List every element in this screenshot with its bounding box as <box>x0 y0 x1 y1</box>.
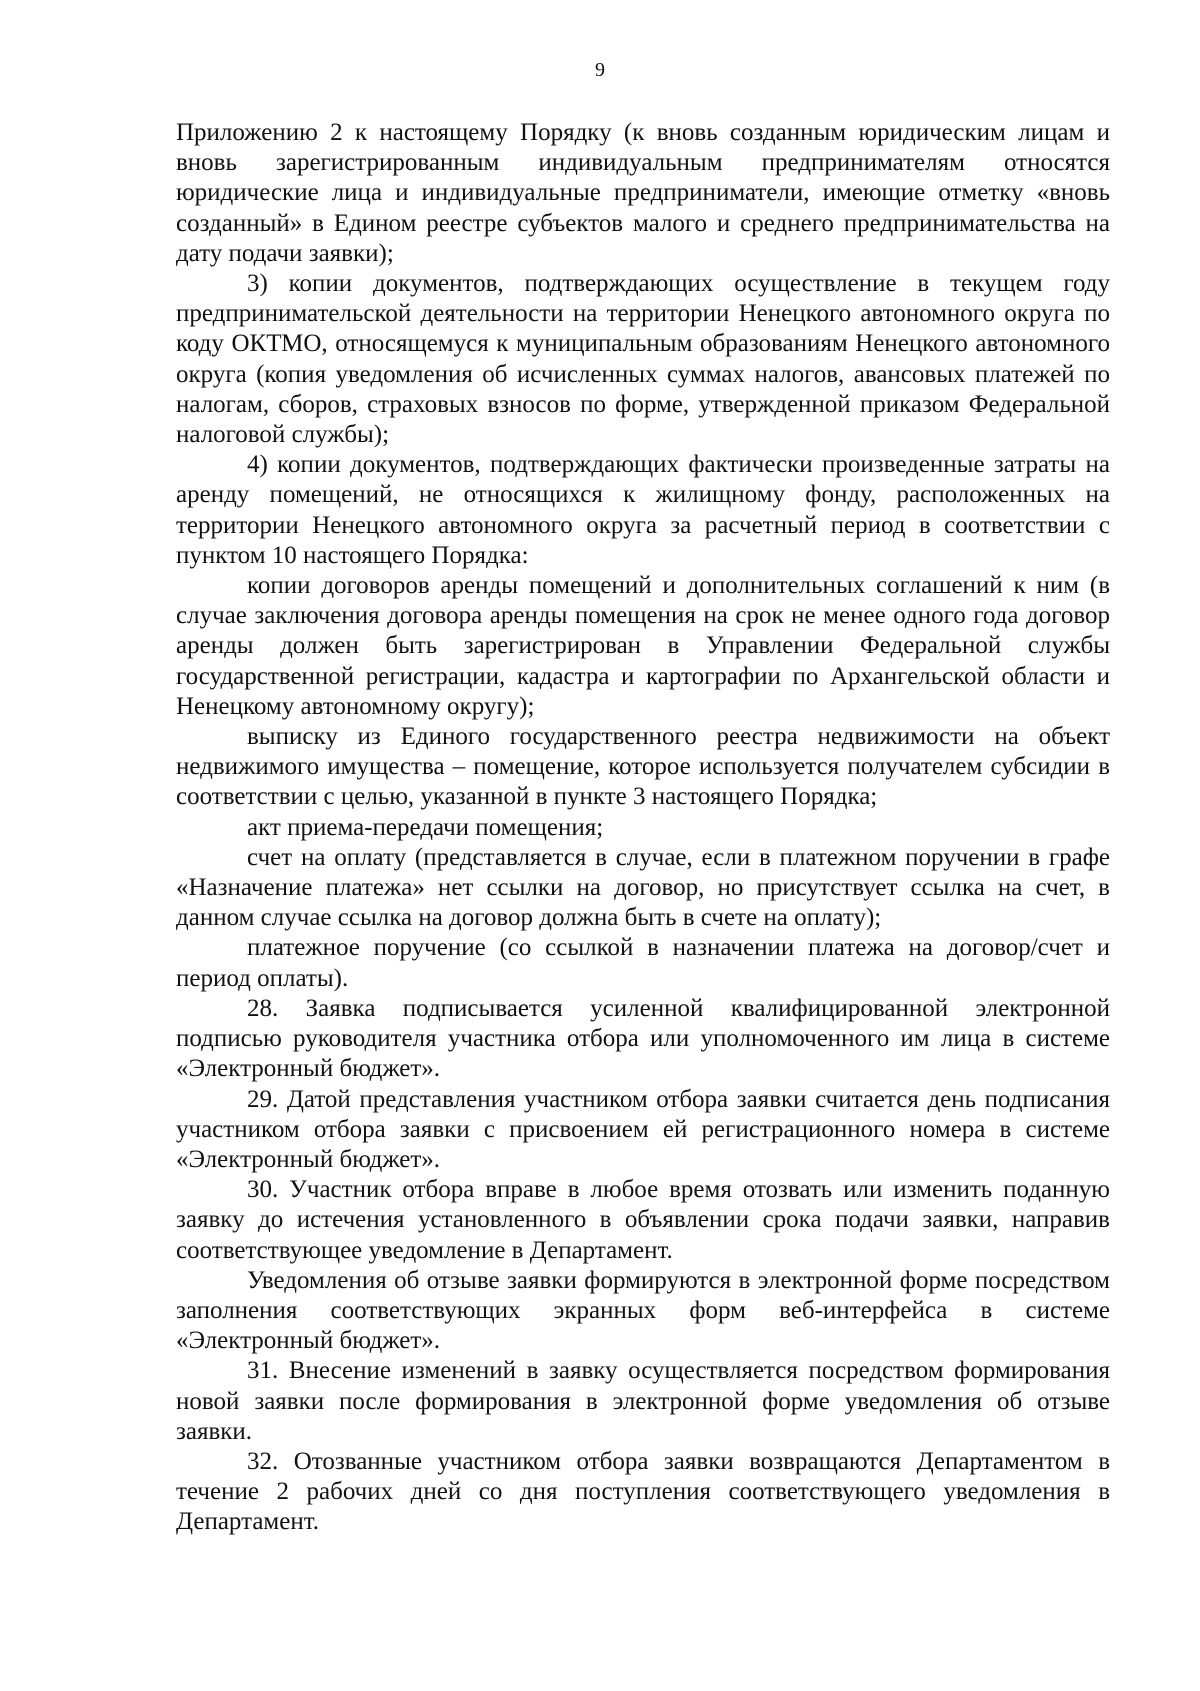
paragraph: 30. Участник отбора вправе в любое время отозвать или изменить поданную заявку до истечения установленного в объявлении срока подачи заявки, направив соответствующее уведомление в Департамент. <box>176 1176 1110 1264</box>
paragraph: Приложению 2 к настоящему Порядку (к вновь созданным юридическим лицам и вновь зарегистрированным индивидуальным предпринимателям относятся юридические лица и индивидуальные предприниматели, имеющие отметку «вновь созданный» в Едином реестре субъектов малого и среднего предпринимательства на дату подачи заявки); <box>176 119 1110 267</box>
paragraph: акт приема-передачи помещения; <box>247 813 604 841</box>
paragraph: 28. Заявка подписывается усиленной квалифицированной электронной подписью руководителя участника отбора или уполномоченного им лица в системе «Электронный бюджет». <box>176 994 1110 1083</box>
page-number: 9 <box>595 59 605 81</box>
paragraph: 31. Внесение изменений в заявку осуществляется посредством формирования новой заявки после формирования в электронной форме уведомления об отзыве заявки. <box>176 1357 1110 1445</box>
paragraph: 32. Отозванные участником отбора заявки возвращаются Департаментом в течение 2 рабочих дней со дня поступления соответствующего уведомления в Департамент. <box>176 1447 1110 1536</box>
paragraph: платежное поручение (со ссылкой в назначении платежа на договор/счет и период оплаты). <box>176 934 1110 992</box>
paragraph: выписку из Единого государственного реестра недвижимости на объект недвижимого имущества – помещение, которое используется получателем субсидии в соответствии с целью, указанной в пункте 3 настоящего Порядка; <box>176 723 1110 811</box>
paragraph: Уведомления об отзыве заявки формируются в электронной форме посредством заполнения соответствующих экранных форм веб-интерфейса в системе «Электронный бюджет». <box>176 1266 1110 1355</box>
paragraph: счет на оплату (представляется в случае, если в платежном поручении в графе «Назначение платежа» нет ссылки на договор, но присутствует ссылка на счет, в данном случае ссылка на договор должна быть в счете на оплату); <box>176 843 1110 932</box>
paragraph: копии договоров аренды помещений и дополнительных соглашений к ним (в случае заключения договора аренды помещения на срок не менее одного года договор аренды должен быть зарегистрирован в Управлении Федеральной службы государственной регистрации, кадастра и картографии по Архангельской области и Ненецкому автономному округу); <box>176 572 1110 720</box>
paragraph: 4) копии документов, подтверждающих фактически произведенные затраты на аренду помещений, не относящихся к жилищному фонду, расположенных на территории Ненецкого автономного округа за расчетный период в соответствии с пунктом 10 настоящего Порядка: <box>176 451 1110 569</box>
paragraph: 3) копии документов, подтверждающих осуществление в текущем году предпринимательской деятельности на территории Ненецкого автономного округа по коду ОКТМО, относящемуся к муниципальным образованиям Ненецкого автономного округа (копия уведомления об исчисленных суммах налогов, авансовых платежей по налогам, сборов, страховых взносов по форме, утвержденной приказом Федеральной налоговой службы); <box>176 270 1110 449</box>
paragraph: 29. Датой представления участником отбора заявки считается день подписания участником отбора заявки с присвоением ей регистрационного номера в системе «Электронный бюджет». <box>176 1085 1110 1173</box>
document-body <box>176 118 1110 1538</box>
